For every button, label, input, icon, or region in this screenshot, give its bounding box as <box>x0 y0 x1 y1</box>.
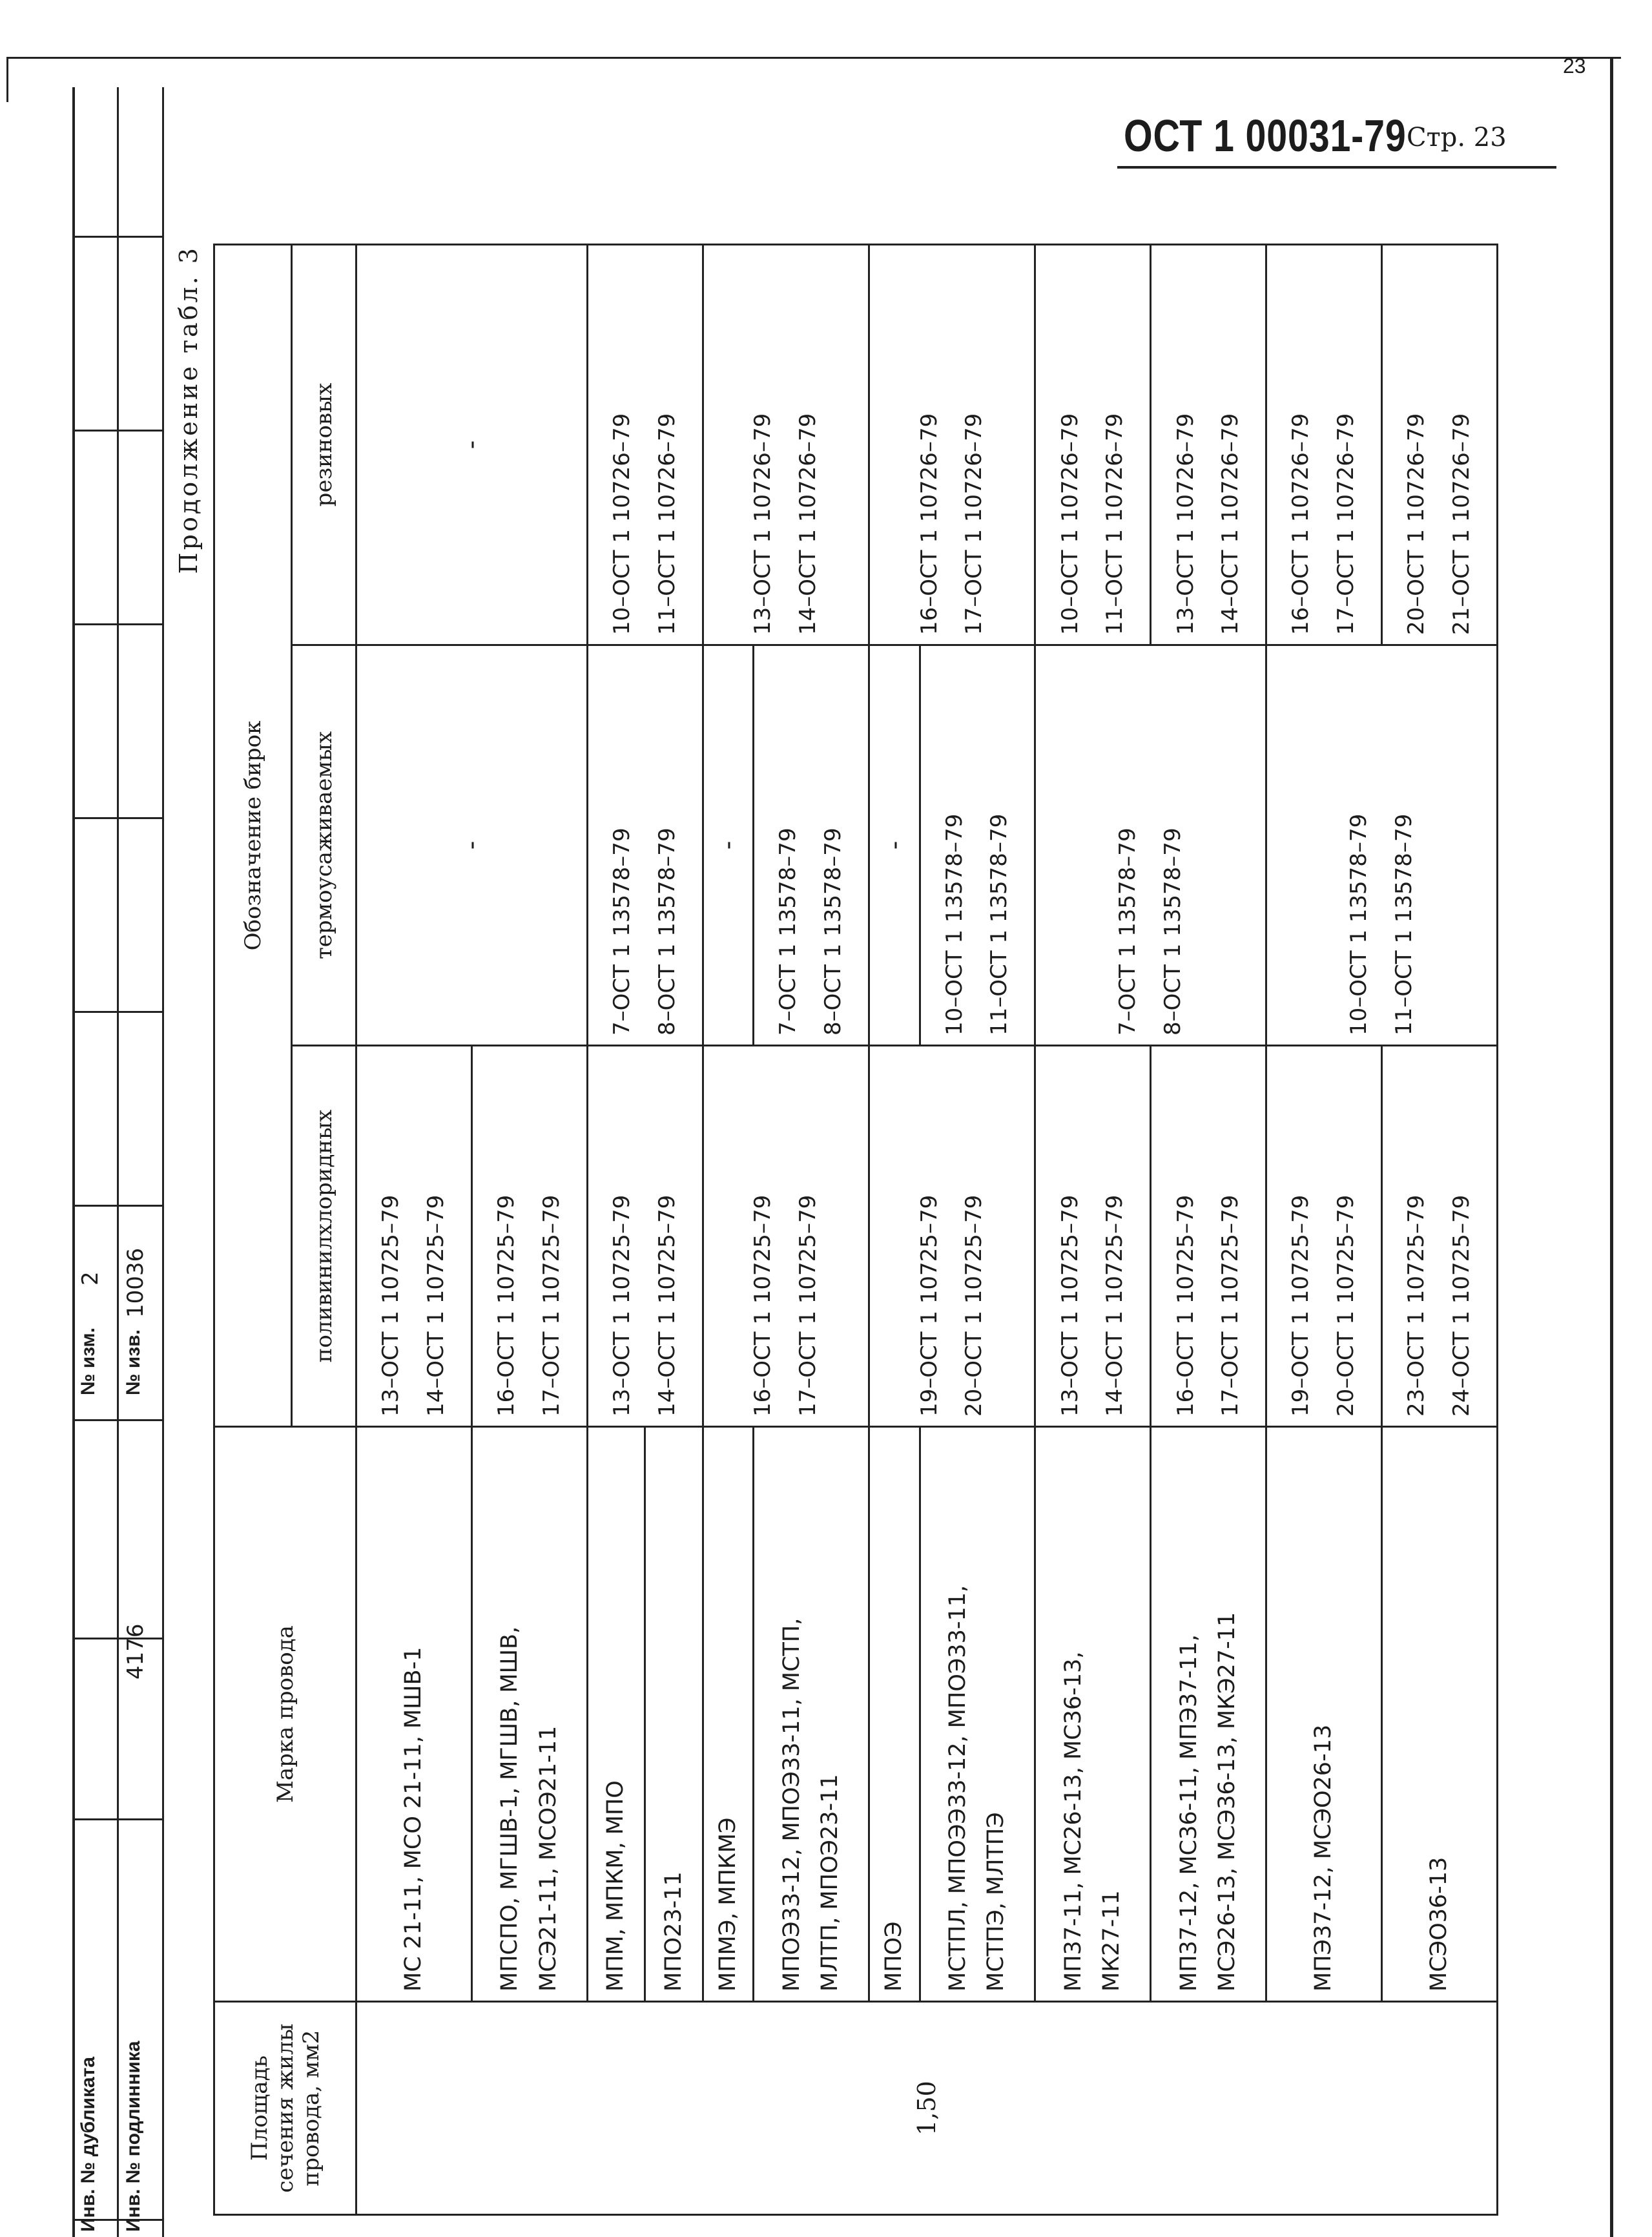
marka-cell: МПОЭ33-12, МПОЭ33-11, МСТП, МЛТП, МПОЭ23-11 <box>754 1427 869 2002</box>
header-rubber: резиновых <box>292 245 356 645</box>
header-area: Площадь сечения жилы провода, мм2 <box>214 2002 356 2215</box>
marka-cell: МПЭ37-12, МСЭО26-13 <box>1266 1427 1382 2002</box>
marka-cell: МП37-11, МС26-13, МС36-13, МК27-11 <box>1035 1427 1151 2002</box>
header-heat: термоусаживаемых <box>292 645 356 1046</box>
standard-code: ОСТ 1 00031-79 <box>1124 110 1407 161</box>
pvc-cell: 13–ОСТ 1 10725–79 14–ОСТ 1 10725–79 <box>587 1046 703 1427</box>
rubber-cell: 13–ОСТ 1 10726–79 14–ОСТ 1 10726–79 <box>703 245 869 645</box>
rubber-cell: 10–ОСТ 1 10726–79 11–ОСТ 1 10726–79 <box>1035 245 1151 645</box>
standard-page: Стр. 23 <box>1407 123 1507 152</box>
marka-cell: МПО23-11 <box>645 1427 703 2002</box>
inv-original-label: Инв. № подлинника <box>123 2041 144 2232</box>
stamp-strip <box>72 87 164 2237</box>
pvc-cell: 19–ОСТ 1 10725–79 20–ОСТ 1 10725–79 <box>1266 1046 1382 1427</box>
notice-no-label: № изв. <box>123 1329 144 1395</box>
marka-cell: МС 21-11, МСО 21-11, МШВ-1 <box>356 1427 472 2002</box>
page-frame-right <box>1610 57 1613 2237</box>
heat-cell: 10–ОСТ 1 13578–79 11–ОСТ 1 13578–79 <box>920 645 1035 1046</box>
inv-original-value: 4176 <box>123 1623 149 1680</box>
rubber-cell: 16–ОСТ 1 10726–79 17–ОСТ 1 10726–79 <box>1266 245 1382 645</box>
marka-cell: МСЭО36-13 <box>1382 1427 1498 2002</box>
area-value: 1,50 <box>356 2002 1498 2215</box>
pvc-cell: 16–ОСТ 1 10725–79 17–ОСТ 1 10725–79 <box>471 1046 587 1427</box>
pvc-cell: 23–ОСТ 1 10725–79 24–ОСТ 1 10725–79 <box>1382 1046 1498 1427</box>
marka-cell: МСТПЛ, МПОЭЭ33-12, МПОЭ33-11, МСТПЭ, МЛТПЭ <box>920 1427 1035 2002</box>
notice-no-value: 10036 <box>123 1247 149 1318</box>
marka-cell: МПМЭ, МПКМЭ <box>703 1427 754 2002</box>
rubber-cell: 16–ОСТ 1 10726–79 17–ОСТ 1 10726–79 <box>869 245 1035 645</box>
marka-cell: МП37-12, МС36-11, МПЭ37-11, МСЭ26-13, МСЭ36-13, МКЭ27-11 <box>1151 1427 1266 2002</box>
marka-cell: МПСПО, МГШВ-1, МГШВ, МШВ, МСЭ21-11, МСОЭ21-11 <box>471 1427 587 2002</box>
page-frame-top <box>6 57 1621 59</box>
wire-tag-table <box>174 245 1498 2216</box>
heat-cell: 7–ОСТ 1 13578–79 8–ОСТ 1 13578–79 <box>1035 645 1266 1046</box>
rubber-dash: - <box>356 245 588 645</box>
pvc-cell: 16–ОСТ 1 10725–79 17–ОСТ 1 10725–79 <box>703 1046 869 1427</box>
header-group: Обозначение бирок <box>214 245 292 1427</box>
heat-dash: - <box>356 645 588 1046</box>
change-no-value: 2 <box>77 1271 103 1285</box>
heat-dash: - <box>869 645 920 1046</box>
marka-cell: МПМ, МПКМ, МПО <box>587 1427 645 2002</box>
header-pvc: поливинилхлоридных <box>292 1046 356 1427</box>
inv-duplicate-label: Инв. № дубликата <box>77 2056 99 2232</box>
rubber-cell: 20–ОСТ 1 10726–79 21–ОСТ 1 10726–79 <box>1382 245 1498 645</box>
header-rule <box>1117 166 1556 169</box>
table-caption: Продолжение табл. 3 <box>174 245 203 574</box>
rubber-cell: 13–ОСТ 1 10726–79 14–ОСТ 1 10726–79 <box>1151 245 1266 645</box>
page-frame-left <box>6 57 8 102</box>
heat-cell: 10–ОСТ 1 13578–79 11–ОСТ 1 13578–79 <box>1266 645 1498 1046</box>
pvc-cell: 13–ОСТ 1 10725–79 14–ОСТ 1 10725–79 <box>1035 1046 1151 1427</box>
corner-page-number: 23 <box>1563 54 1586 78</box>
pvc-cell: 19–ОСТ 1 10725–79 20–ОСТ 1 10725–79 <box>869 1046 1035 1427</box>
header-marka: Марка провода <box>214 1427 356 2002</box>
rubber-cell: 10–ОСТ 1 10726–79 11–ОСТ 1 10726–79 <box>587 245 703 645</box>
pvc-cell: 13–ОСТ 1 10725–79 14–ОСТ 1 10725–79 <box>356 1046 472 1427</box>
pvc-cell: 16–ОСТ 1 10725–79 17–ОСТ 1 10725–79 <box>1151 1046 1266 1427</box>
heat-cell: 7–ОСТ 1 13578–79 8–ОСТ 1 13578–79 <box>587 645 703 1046</box>
marka-cell: МПОЭ <box>869 1427 920 2002</box>
heat-dash: - <box>703 645 754 1046</box>
heat-cell: 7–ОСТ 1 13578–79 8–ОСТ 1 13578–79 <box>754 645 869 1046</box>
change-no-label: № изм. <box>77 1327 99 1395</box>
